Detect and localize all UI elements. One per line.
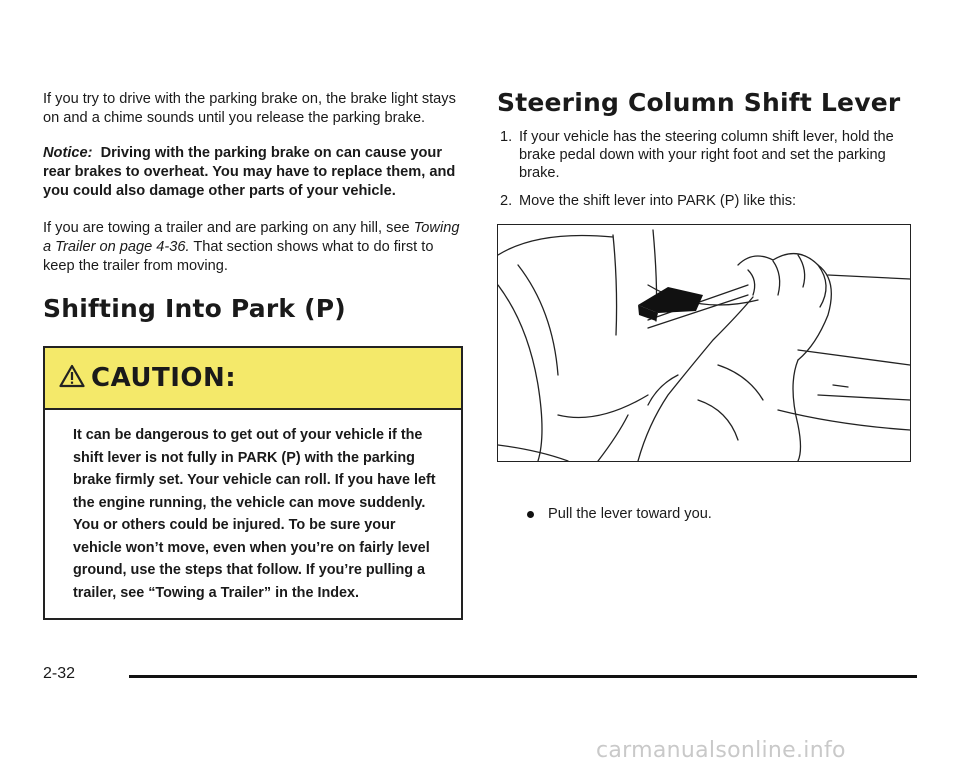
notice-paragraph <box>43 144 463 201</box>
section-heading-park: Shifting Into Park (P) <box>43 294 346 323</box>
towing-text-start: If you are towing a trailer and are parking on any hill, see <box>43 220 414 236</box>
towing-paragraph <box>43 219 463 276</box>
right-column <box>497 88 917 522</box>
caution-box <box>43 346 463 620</box>
bullet-item <box>527 506 917 522</box>
step-text: Move the shift lever into PARK (P) like this: <box>519 193 797 209</box>
caution-header <box>45 348 461 410</box>
page-number: 2-32 <box>43 665 76 682</box>
steps-list <box>497 128 917 210</box>
notice-text: Driving with the parking brake on can cause your rear brakes to overheat. You may have to replace them, and you could also damage other parts of your vehicle. <box>43 145 456 199</box>
hand-on-lever-drawing <box>498 225 910 461</box>
list-item <box>497 192 917 210</box>
caution-text: It can be dangerous to get out of your vehicle if the shift lever is not fully in PARK (P) with the parking brake firmly set. Your vehicle can roll. If you have left the engine running, the vehicle can move suddenly. You or others could be injured. To be sure your vehicle won’t move, even when you’re on fairly level ground, use the steps that follow. If you’re pulling a trailer, see “Towing a Trailer” in the Index. <box>73 427 436 601</box>
step-number: 2. <box>500 193 513 209</box>
footer-divider <box>129 675 917 678</box>
watermark: carmanualsonline.info <box>596 738 846 763</box>
caution-title: CAUTION: <box>91 363 237 393</box>
notice-label: Notice: <box>43 145 93 161</box>
caution-body <box>45 410 461 618</box>
intro-paragraph: If you try to drive with the parking brake on, the brake light stays on and a chime sounds until you release the parking brake. <box>43 91 456 126</box>
bullet-text: Pull the lever toward you. <box>548 506 712 522</box>
list-item <box>497 128 917 182</box>
section-heading-steering: Steering Column Shift Lever <box>497 88 901 117</box>
shift-lever-illustration <box>497 224 911 462</box>
step-number: 1. <box>500 129 513 145</box>
left-column <box>43 90 463 620</box>
towing-text-end: That section shows what to do first to keep the trailer from moving. <box>43 239 434 274</box>
warning-triangle-icon <box>59 364 85 393</box>
towing-reference-link[interactable]: Towing a Trailer on page 4-36. <box>43 220 460 255</box>
step-text: If your vehicle has the steering column shift lever, hold the brake pedal down with your right foot and set the parking brake. <box>519 129 894 181</box>
bullet-dot-icon <box>527 511 534 518</box>
